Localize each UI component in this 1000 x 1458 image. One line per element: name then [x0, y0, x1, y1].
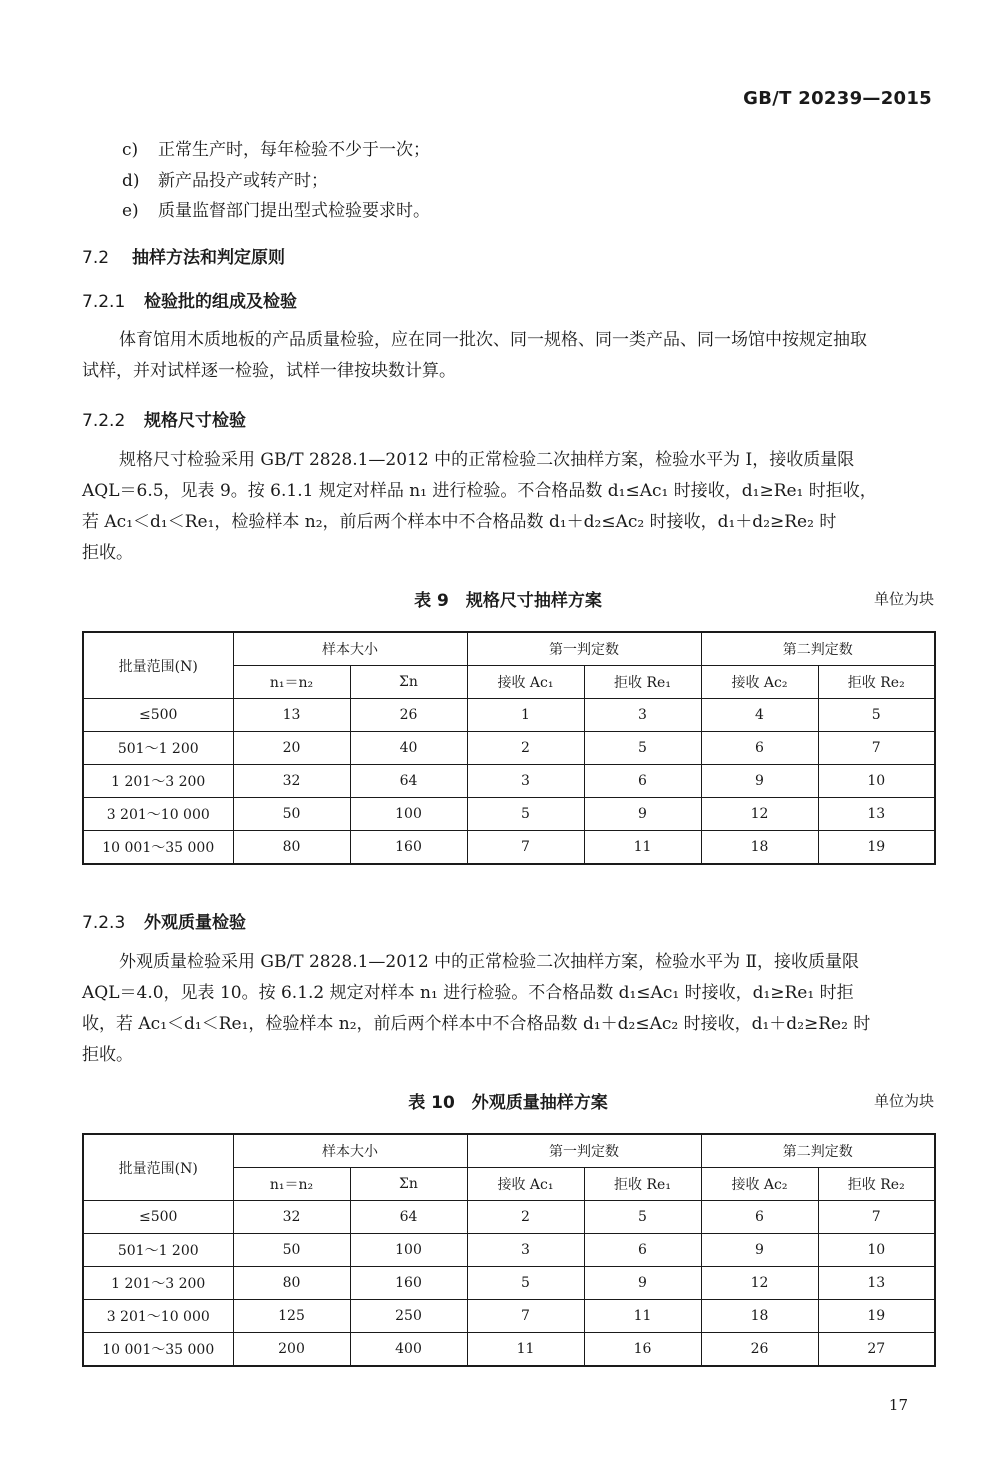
section-number: 7.2.1	[82, 292, 126, 312]
paragraph-line: 外观质量检验采用 GB/T 2828.1—2012 中的正常检验二次抽样方案，检验水平为 Ⅱ，接收质量限	[119, 952, 860, 972]
section-title: 抽样方法和判定原则	[132, 248, 285, 268]
table-cell: 200	[233, 1333, 350, 1367]
table-cell: 18	[701, 1300, 818, 1333]
table-cell: 11	[584, 1300, 701, 1333]
table-cell: 80	[233, 1267, 350, 1300]
paragraph-line: AQL＝4.0，见表 10。按 6.1.2 规定对样本 n₁ 进行检验。不合格品数 d₁≤Ac₁ 时接收，d₁≥Re₁ 时拒	[82, 983, 854, 1003]
list-item-label: e)	[122, 201, 139, 221]
header-second-decision: 第二判定数	[701, 1134, 935, 1168]
list-item-label: d)	[122, 171, 140, 191]
section-title: 外观质量检验	[144, 913, 246, 933]
table-cell: 10 001～35 000	[83, 1333, 233, 1367]
table-cell: 3	[467, 1234, 584, 1267]
table-cell: 9	[584, 1267, 701, 1300]
header-sum-n: Σn	[350, 1168, 467, 1201]
table-cell: 3 201～10 000	[83, 1300, 233, 1333]
table-cell: 6	[584, 765, 701, 798]
header-re2: 拒收 Re₂	[818, 1168, 935, 1201]
table-cell: 250	[350, 1300, 467, 1333]
list-item	[122, 199, 430, 223]
table-cell: 5	[818, 699, 935, 732]
header-sample-size: 样本大小	[233, 632, 467, 666]
header-n1-n2: n₁＝n₂	[233, 666, 350, 699]
table-cell: 100	[350, 798, 467, 831]
table-cell: 1 201～3 200	[83, 1267, 233, 1300]
header-ac1: 接收 Ac₁	[467, 1168, 584, 1201]
table-title: 表 10 外观质量抽样方案	[408, 1093, 608, 1113]
table-cell: 10	[818, 765, 935, 798]
table-row	[83, 798, 935, 831]
table-cell: 3	[584, 699, 701, 732]
table-row	[83, 1300, 935, 1333]
table-cell: 19	[818, 831, 935, 865]
table-10-caption	[82, 1088, 934, 1114]
table-cell: 50	[233, 798, 350, 831]
table-row	[83, 1267, 935, 1300]
table-cell: 80	[233, 831, 350, 865]
table-cell: 16	[584, 1333, 701, 1367]
table-cell: 13	[233, 699, 350, 732]
header-re1: 拒收 Re₁	[584, 1168, 701, 1201]
section-number: 7.2.2	[82, 411, 126, 431]
standard-code: GB/T 20239—2015	[743, 88, 932, 109]
table-cell: 50	[233, 1234, 350, 1267]
table-cell: 160	[350, 1267, 467, 1300]
header-ac2: 接收 Ac₂	[701, 666, 818, 699]
table-cell: 7	[818, 1201, 935, 1234]
section-heading-7-2	[82, 243, 285, 268]
section-title: 检验批的组成及检验	[144, 292, 297, 312]
header-n1-n2: n₁＝n₂	[233, 1168, 350, 1201]
table-cell: 7	[467, 831, 584, 865]
table-cell: 40	[350, 732, 467, 765]
table-cell: 12	[701, 1267, 818, 1300]
table-row	[83, 1333, 935, 1367]
table-9-caption	[82, 586, 934, 612]
table-cell: 27	[818, 1333, 935, 1367]
table-cell: 19	[818, 1300, 935, 1333]
table-unit: 单位为块	[873, 1092, 934, 1110]
list-item-text: 新产品投产或转产时；	[158, 171, 328, 191]
table-cell: 6	[701, 1201, 818, 1234]
table-row	[83, 831, 935, 865]
section-heading-7-2-3	[82, 908, 246, 933]
table-9	[82, 631, 936, 865]
table-cell: 3	[467, 765, 584, 798]
table-cell: 1 201～3 200	[83, 765, 233, 798]
paragraph-7-2-1	[82, 325, 934, 387]
table-cell: 18	[701, 831, 818, 865]
table-cell: 5	[467, 798, 584, 831]
page-number: 17	[888, 1396, 908, 1414]
table-cell: 1	[467, 699, 584, 732]
table-cell: 7	[467, 1300, 584, 1333]
table-cell: 7	[818, 732, 935, 765]
paragraph-line: AQL＝6.5，见表 9。按 6.1.1 规定对样品 n₁ 进行检验。不合格品数 d₁≤Ac₁ 时接收，d₁≥Re₁ 时拒收，	[82, 481, 877, 501]
header-re2: 拒收 Re₂	[818, 666, 935, 699]
table-cell: 6	[701, 732, 818, 765]
table-row	[83, 1234, 935, 1267]
paragraph-line: 若 Ac₁＜d₁＜Re₁，检验样本 n₂，前后两个样本中不合格品数 d₁＋d₂≤Ac₂ 时接收，d₁＋d₂≥Re₂ 时	[82, 512, 837, 532]
header-ac1: 接收 Ac₁	[467, 666, 584, 699]
table-cell: 9	[584, 798, 701, 831]
table-cell: ≤500	[83, 699, 233, 732]
paragraph-line: 拒收。	[82, 1045, 133, 1065]
table-cell: 2	[467, 732, 584, 765]
table-cell: 100	[350, 1234, 467, 1267]
header-sample-size: 样本大小	[233, 1134, 467, 1168]
table-cell: 20	[233, 732, 350, 765]
table-cell: 13	[818, 798, 935, 831]
table-cell: 6	[584, 1234, 701, 1267]
section-heading-7-2-2	[82, 406, 246, 431]
table-cell: 5	[467, 1267, 584, 1300]
header-first-decision: 第一判定数	[467, 632, 701, 666]
table-10	[82, 1133, 936, 1367]
table-row	[83, 1201, 935, 1234]
table-cell: 10 001～35 000	[83, 831, 233, 865]
paragraph-line: 拒收。	[82, 543, 133, 563]
table-row	[83, 765, 935, 798]
table-cell: 11	[584, 831, 701, 865]
table-cell: 400	[350, 1333, 467, 1367]
section-number: 7.2	[82, 248, 110, 268]
table-cell: 9	[701, 1234, 818, 1267]
list-item-text: 正常生产时，每年检验不少于一次；	[158, 140, 430, 160]
section-title: 规格尺寸检验	[144, 411, 246, 431]
paragraph-line: 规格尺寸检验采用 GB/T 2828.1—2012 中的正常检验二次抽样方案，检验水平为 Ⅰ，接收质量限	[119, 450, 855, 470]
table-cell: 4	[701, 699, 818, 732]
table-cell: 125	[233, 1300, 350, 1333]
list-item-text: 质量监督部门提出型式检验要求时。	[158, 201, 430, 221]
header-sum-n: Σn	[350, 666, 467, 699]
table-cell: 2	[467, 1201, 584, 1234]
list-item	[122, 138, 430, 162]
table-cell: 160	[350, 831, 467, 865]
table-cell: 5	[584, 1201, 701, 1234]
table-cell: 13	[818, 1267, 935, 1300]
table-cell: 11	[467, 1333, 584, 1367]
table-cell: 3 201～10 000	[83, 798, 233, 831]
table-cell: 26	[350, 699, 467, 732]
section-number: 7.2.3	[82, 913, 126, 933]
header-first-decision: 第一判定数	[467, 1134, 701, 1168]
header-second-decision: 第二判定数	[701, 632, 935, 666]
table-cell: ≤500	[83, 1201, 233, 1234]
table-cell: 32	[233, 765, 350, 798]
table-unit: 单位为块	[873, 590, 934, 608]
table-cell: 12	[701, 798, 818, 831]
table-cell: 9	[701, 765, 818, 798]
table-cell: 64	[350, 1201, 467, 1234]
header-batch-range: 批量范围(N)	[83, 632, 233, 699]
table-row	[83, 699, 935, 732]
paragraph-7-2-3	[82, 947, 934, 1071]
header-batch-range: 批量范围(N)	[83, 1134, 233, 1201]
table-cell: 32	[233, 1201, 350, 1234]
table-cell: 501～1 200	[83, 1234, 233, 1267]
section-heading-7-2-1	[82, 287, 297, 312]
table-cell: 26	[701, 1333, 818, 1367]
table-cell: 5	[584, 732, 701, 765]
header-ac2: 接收 Ac₂	[701, 1168, 818, 1201]
paragraph-7-2-2	[82, 445, 934, 569]
table-cell: 10	[818, 1234, 935, 1267]
table-cell: 501～1 200	[83, 732, 233, 765]
table-row	[83, 732, 935, 765]
paragraph-line: 收，若 Ac₁＜d₁＜Re₁，检验样本 n₂，前后两个样本中不合格品数 d₁＋d₂≤Ac₂ 时接收，d₁＋d₂≥Re₂ 时	[82, 1014, 871, 1034]
table-title: 表 9 规格尺寸抽样方案	[414, 591, 602, 611]
paragraph-line: 体育馆用木质地板的产品质量检验，应在同一批次、同一规格、同一类产品、同一场馆中按规定抽取	[119, 330, 867, 350]
header-re1: 拒收 Re₁	[584, 666, 701, 699]
table-cell: 64	[350, 765, 467, 798]
list-item-label: c)	[122, 140, 139, 160]
list-item	[122, 169, 328, 193]
paragraph-line: 试样，并对试样逐一检验，试样一律按块数计算。	[82, 361, 456, 381]
